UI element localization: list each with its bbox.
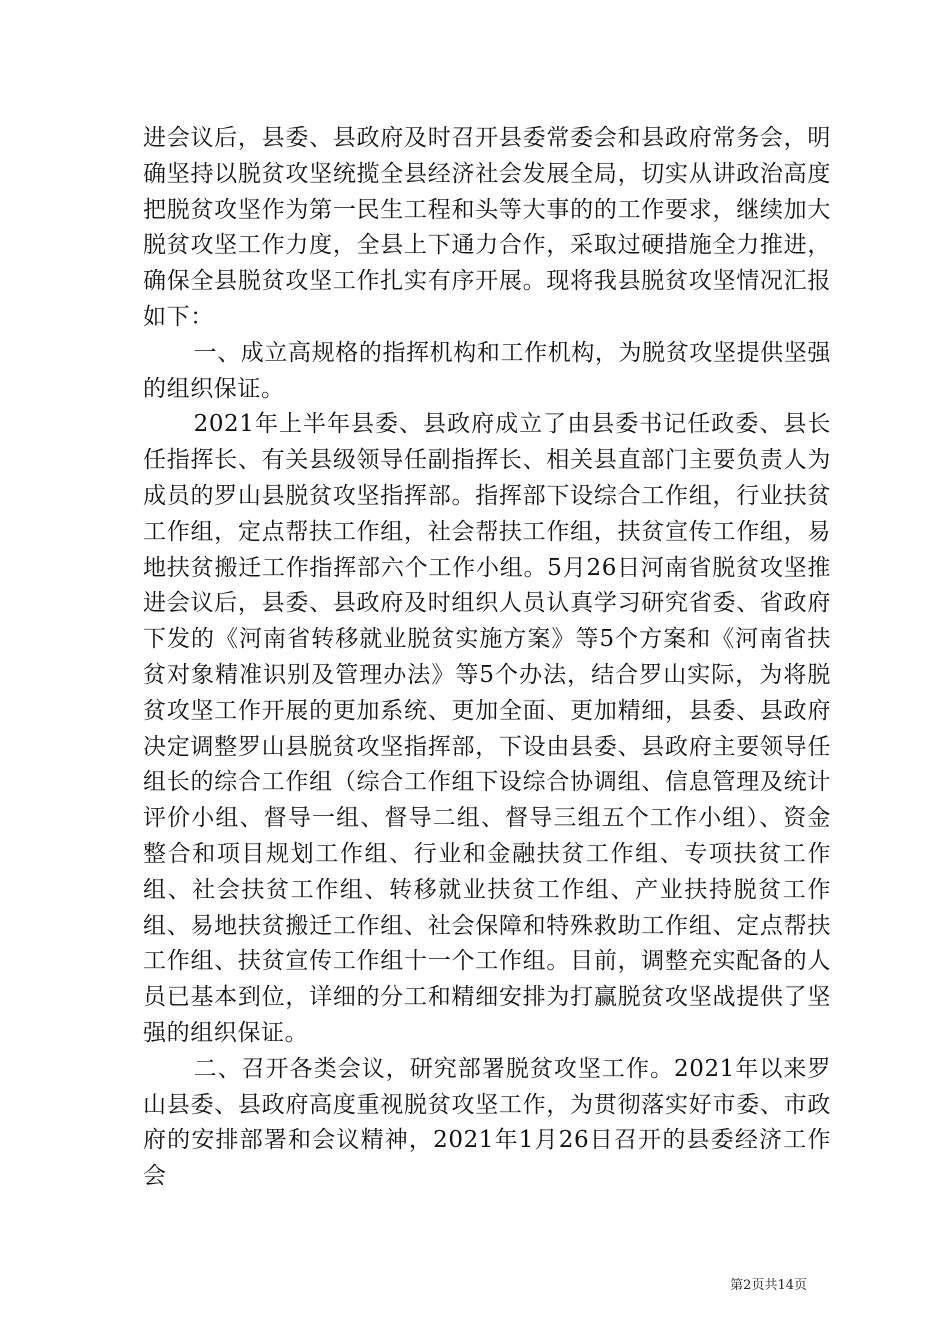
section-heading-2: 二、召开各类会议，研究部署脱贫攻坚工作。2021年以来罗山县委、县政府高度重视脱贫攻坚工作，为贯彻落实好市委、市政府的安排部署和会议精神，2021年1月26日召开的县委经济工作会 [143,1055,831,1190]
paragraph-command-structure: 2021年上半年县委、县政府成立了由县委书记任政委、县长任指挥长、有关县级领导任副指挥长、相关县直部门主要负责人为成员的罗山县脱贫攻坚指挥部。指挥部下设综合工作组，行业扶贫工作组，定点帮扶工作组，社会帮扶工作组，扶贫宣传工作组，易地扶贫搬迁工作指挥部六个工作小组。5月26日河南省脱贫攻坚推进会议后，县委、县政府及时组织人员认真学习研究省委、省政府下发的《河南省转移就业脱贫实施方案》等5个方案和《河南省扶贫对象精准识别及管理办法》等5个办法，结合罗山实际，为将脱贫攻坚工作开展的更加系统、更加全面、更加精细，县委、县政府决定调整罗山县脱贫攻坚指挥部，下设由县委、县政府主要领导任组长的综合工作组（综合工作组下设综合协调组、信息管理及统计评价小组、督导一组、督导二组、督导三组五个工作小组）、资金整合和项目规划工作组、行业和金融扶贫工作组、专项扶贫工作组、社会扶贫工作组、转移就业扶贫工作组、产业扶持脱贫工作组、易地扶贫搬迁工作组、社会保障和特殊救助工作组、定点帮扶工作组、扶贫宣传工作组十一个工作组。目前，调整充实配备的人员已基本到位，详细的分工和精细安排为打赢脱贫攻坚战提供了坚强的组织保证。 [143,411,831,1046]
section-heading-1: 一、成立高规格的指挥机构和工作机构，为脱贫攻坚提供坚强的组织保证。 [143,339,831,402]
page-number-footer: 第2页共14页 [730,1278,807,1293]
paragraph-continuation: 进会议后，县委、县政府及时召开县委常委会和县政府常务会，明确坚持以脱贫攻坚统揽全县经济社会发展全局，切实从讲政治高度把脱贫攻坚作为第一民生工程和头等大事的的工作要求，继续加大脱贫攻坚工作力度，全县上下通力合作，采取过硬措施全力推进，确保全县脱贫攻坚工作扎实有序开展。现将我县脱贫攻坚情况汇报如下： [143,125,831,330]
document-body [143,121,831,1195]
